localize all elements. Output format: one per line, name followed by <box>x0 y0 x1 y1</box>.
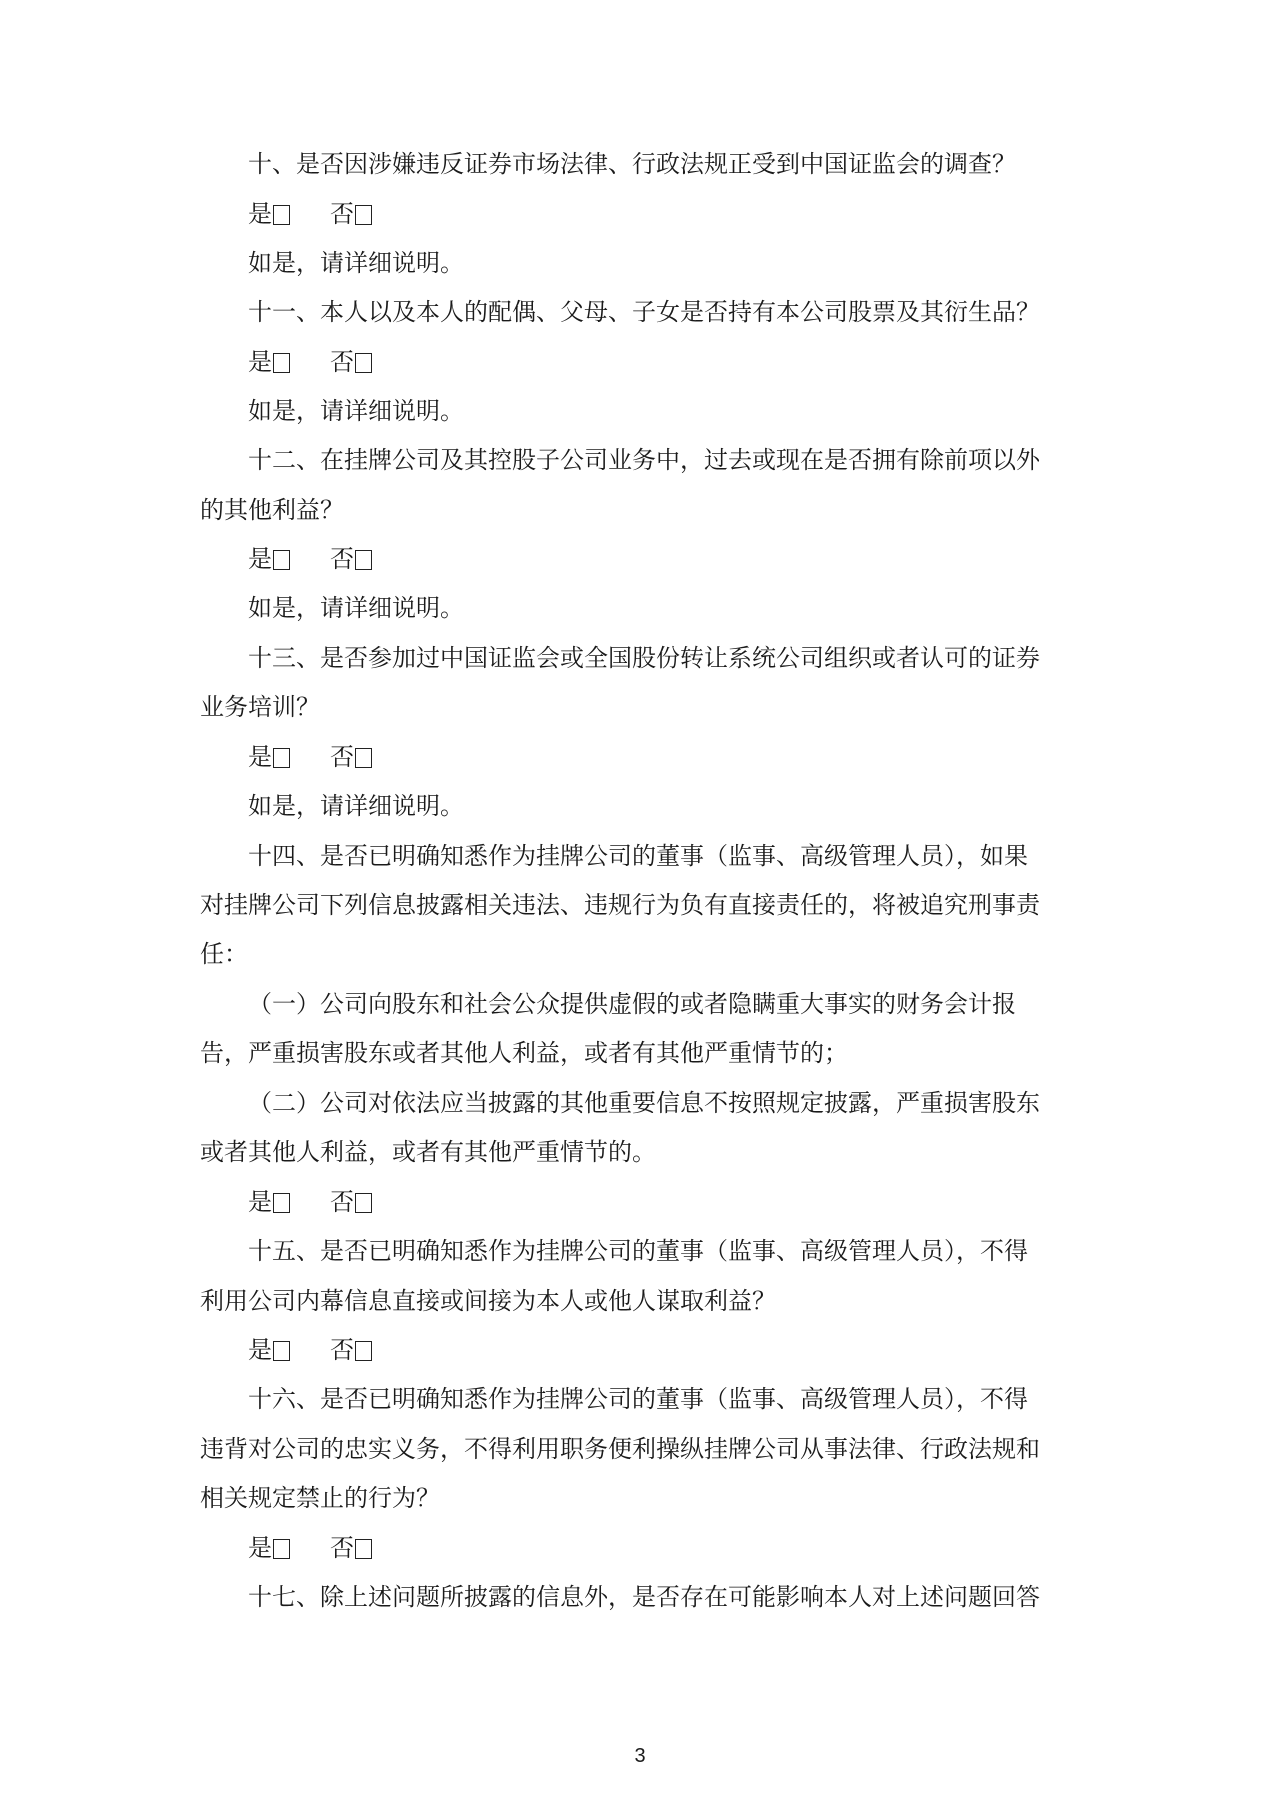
question-16-line-3: 相关规定禁止的行为？ <box>200 1484 440 1512</box>
no-checkbox[interactable] <box>355 205 372 225</box>
yes-checkbox[interactable] <box>273 550 290 570</box>
no-checkbox[interactable] <box>355 748 372 768</box>
page-number: 3 <box>634 1745 646 1767</box>
question-16-line-2: 违背对公司的忠实义务，不得利用职务便利操纵挂牌公司从事法律、行政法规和 <box>200 1435 1040 1463</box>
no-label: 否 <box>330 200 354 228</box>
yes-checkbox[interactable] <box>273 353 290 373</box>
question-13-line-1: 十三、是否参加过中国证监会或全国股份转让系统公司组织或者认可的证券 <box>248 644 1040 672</box>
no-checkbox[interactable] <box>355 1341 372 1361</box>
yes-option[interactable] <box>248 741 290 773</box>
question-14-item-2-line-2: 或者其他人利益，或者有其他严重情节的。 <box>200 1138 656 1166</box>
no-option[interactable] <box>330 741 372 773</box>
question-15-line-1: 十五、是否已明确知悉作为挂牌公司的董事（监事、高级管理人员），不得 <box>248 1237 1028 1265</box>
yes-option[interactable] <box>248 543 290 575</box>
no-label: 否 <box>330 348 354 376</box>
explain-prompt-13: 如是，请详细说明。 <box>248 792 464 820</box>
yes-option[interactable] <box>248 1186 290 1218</box>
yes-label: 是 <box>248 1534 272 1562</box>
yes-checkbox[interactable] <box>273 748 290 768</box>
yes-label: 是 <box>248 200 272 228</box>
yes-label: 是 <box>248 1336 272 1364</box>
no-label: 否 <box>330 743 354 771</box>
yes-option[interactable] <box>248 1334 290 1366</box>
no-checkbox[interactable] <box>355 353 372 373</box>
question-17-line-1: 十七、除上述问题所披露的信息外，是否存在可能影响本人对上述问题回答 <box>248 1583 1040 1611</box>
yes-label: 是 <box>248 348 272 376</box>
yes-no-options-14 <box>248 1186 372 1218</box>
yes-no-options-16 <box>248 1532 372 1564</box>
question-16-line-1: 十六、是否已明确知悉作为挂牌公司的董事（监事、高级管理人员），不得 <box>248 1385 1028 1413</box>
yes-no-options-12 <box>248 543 372 575</box>
yes-checkbox[interactable] <box>273 1341 290 1361</box>
no-option[interactable] <box>330 1334 372 1366</box>
question-12-line-2: 的其他利益？ <box>200 496 344 524</box>
explain-prompt-11: 如是，请详细说明。 <box>248 397 464 425</box>
no-option[interactable] <box>330 543 372 575</box>
yes-option[interactable] <box>248 346 290 378</box>
yes-no-options-13 <box>248 741 372 773</box>
no-label: 否 <box>330 1336 354 1364</box>
question-14-item-1-line-1: （一）公司向股东和社会公众提供虚假的或者隐瞒重大事实的财务会计报 <box>248 990 1016 1018</box>
no-option[interactable] <box>330 198 372 230</box>
no-checkbox[interactable] <box>355 1539 372 1559</box>
question-13-line-2: 业务培训？ <box>200 693 320 721</box>
yes-no-options-10 <box>248 198 372 230</box>
explain-prompt-12: 如是，请详细说明。 <box>248 594 464 622</box>
no-option[interactable] <box>330 346 372 378</box>
question-14-line-3: 任： <box>200 940 248 968</box>
question-14-line-1: 十四、是否已明确知悉作为挂牌公司的董事（监事、高级管理人员），如果 <box>248 842 1028 870</box>
yes-checkbox[interactable] <box>273 1193 290 1213</box>
question-14-item-2-line-1: （二）公司对依法应当披露的其他重要信息不按照规定披露，严重损害股东 <box>248 1089 1040 1117</box>
question-10: 十、是否因涉嫌违反证券市场法律、行政法规正受到中国证监会的调查？ <box>248 150 1016 178</box>
no-option[interactable] <box>330 1532 372 1564</box>
yes-checkbox[interactable] <box>273 1539 290 1559</box>
no-label: 否 <box>330 1188 354 1216</box>
yes-no-options-11 <box>248 346 372 378</box>
explain-prompt-10: 如是，请详细说明。 <box>248 249 464 277</box>
yes-label: 是 <box>248 545 272 573</box>
no-option[interactable] <box>330 1186 372 1218</box>
yes-label: 是 <box>248 1188 272 1216</box>
no-checkbox[interactable] <box>355 550 372 570</box>
question-12-line-1: 十二、在挂牌公司及其控股子公司业务中，过去或现在是否拥有除前项以外 <box>248 446 1040 474</box>
no-checkbox[interactable] <box>355 1193 372 1213</box>
question-15-line-2: 利用公司内幕信息直接或间接为本人或他人谋取利益？ <box>200 1287 776 1315</box>
yes-no-options-15 <box>248 1334 372 1366</box>
yes-option[interactable] <box>248 198 290 230</box>
yes-checkbox[interactable] <box>273 205 290 225</box>
question-14-line-2: 对挂牌公司下列信息披露相关违法、违规行为负有直接责任的，将被追究刑事责 <box>200 891 1040 919</box>
question-11: 十一、本人以及本人的配偶、父母、子女是否持有本公司股票及其衍生品？ <box>248 298 1040 326</box>
question-14-item-1-line-2: 告，严重损害股东或者其他人利益，或者有其他严重情节的； <box>200 1039 848 1067</box>
yes-label: 是 <box>248 743 272 771</box>
yes-option[interactable] <box>248 1532 290 1564</box>
no-label: 否 <box>330 1534 354 1562</box>
no-label: 否 <box>330 545 354 573</box>
